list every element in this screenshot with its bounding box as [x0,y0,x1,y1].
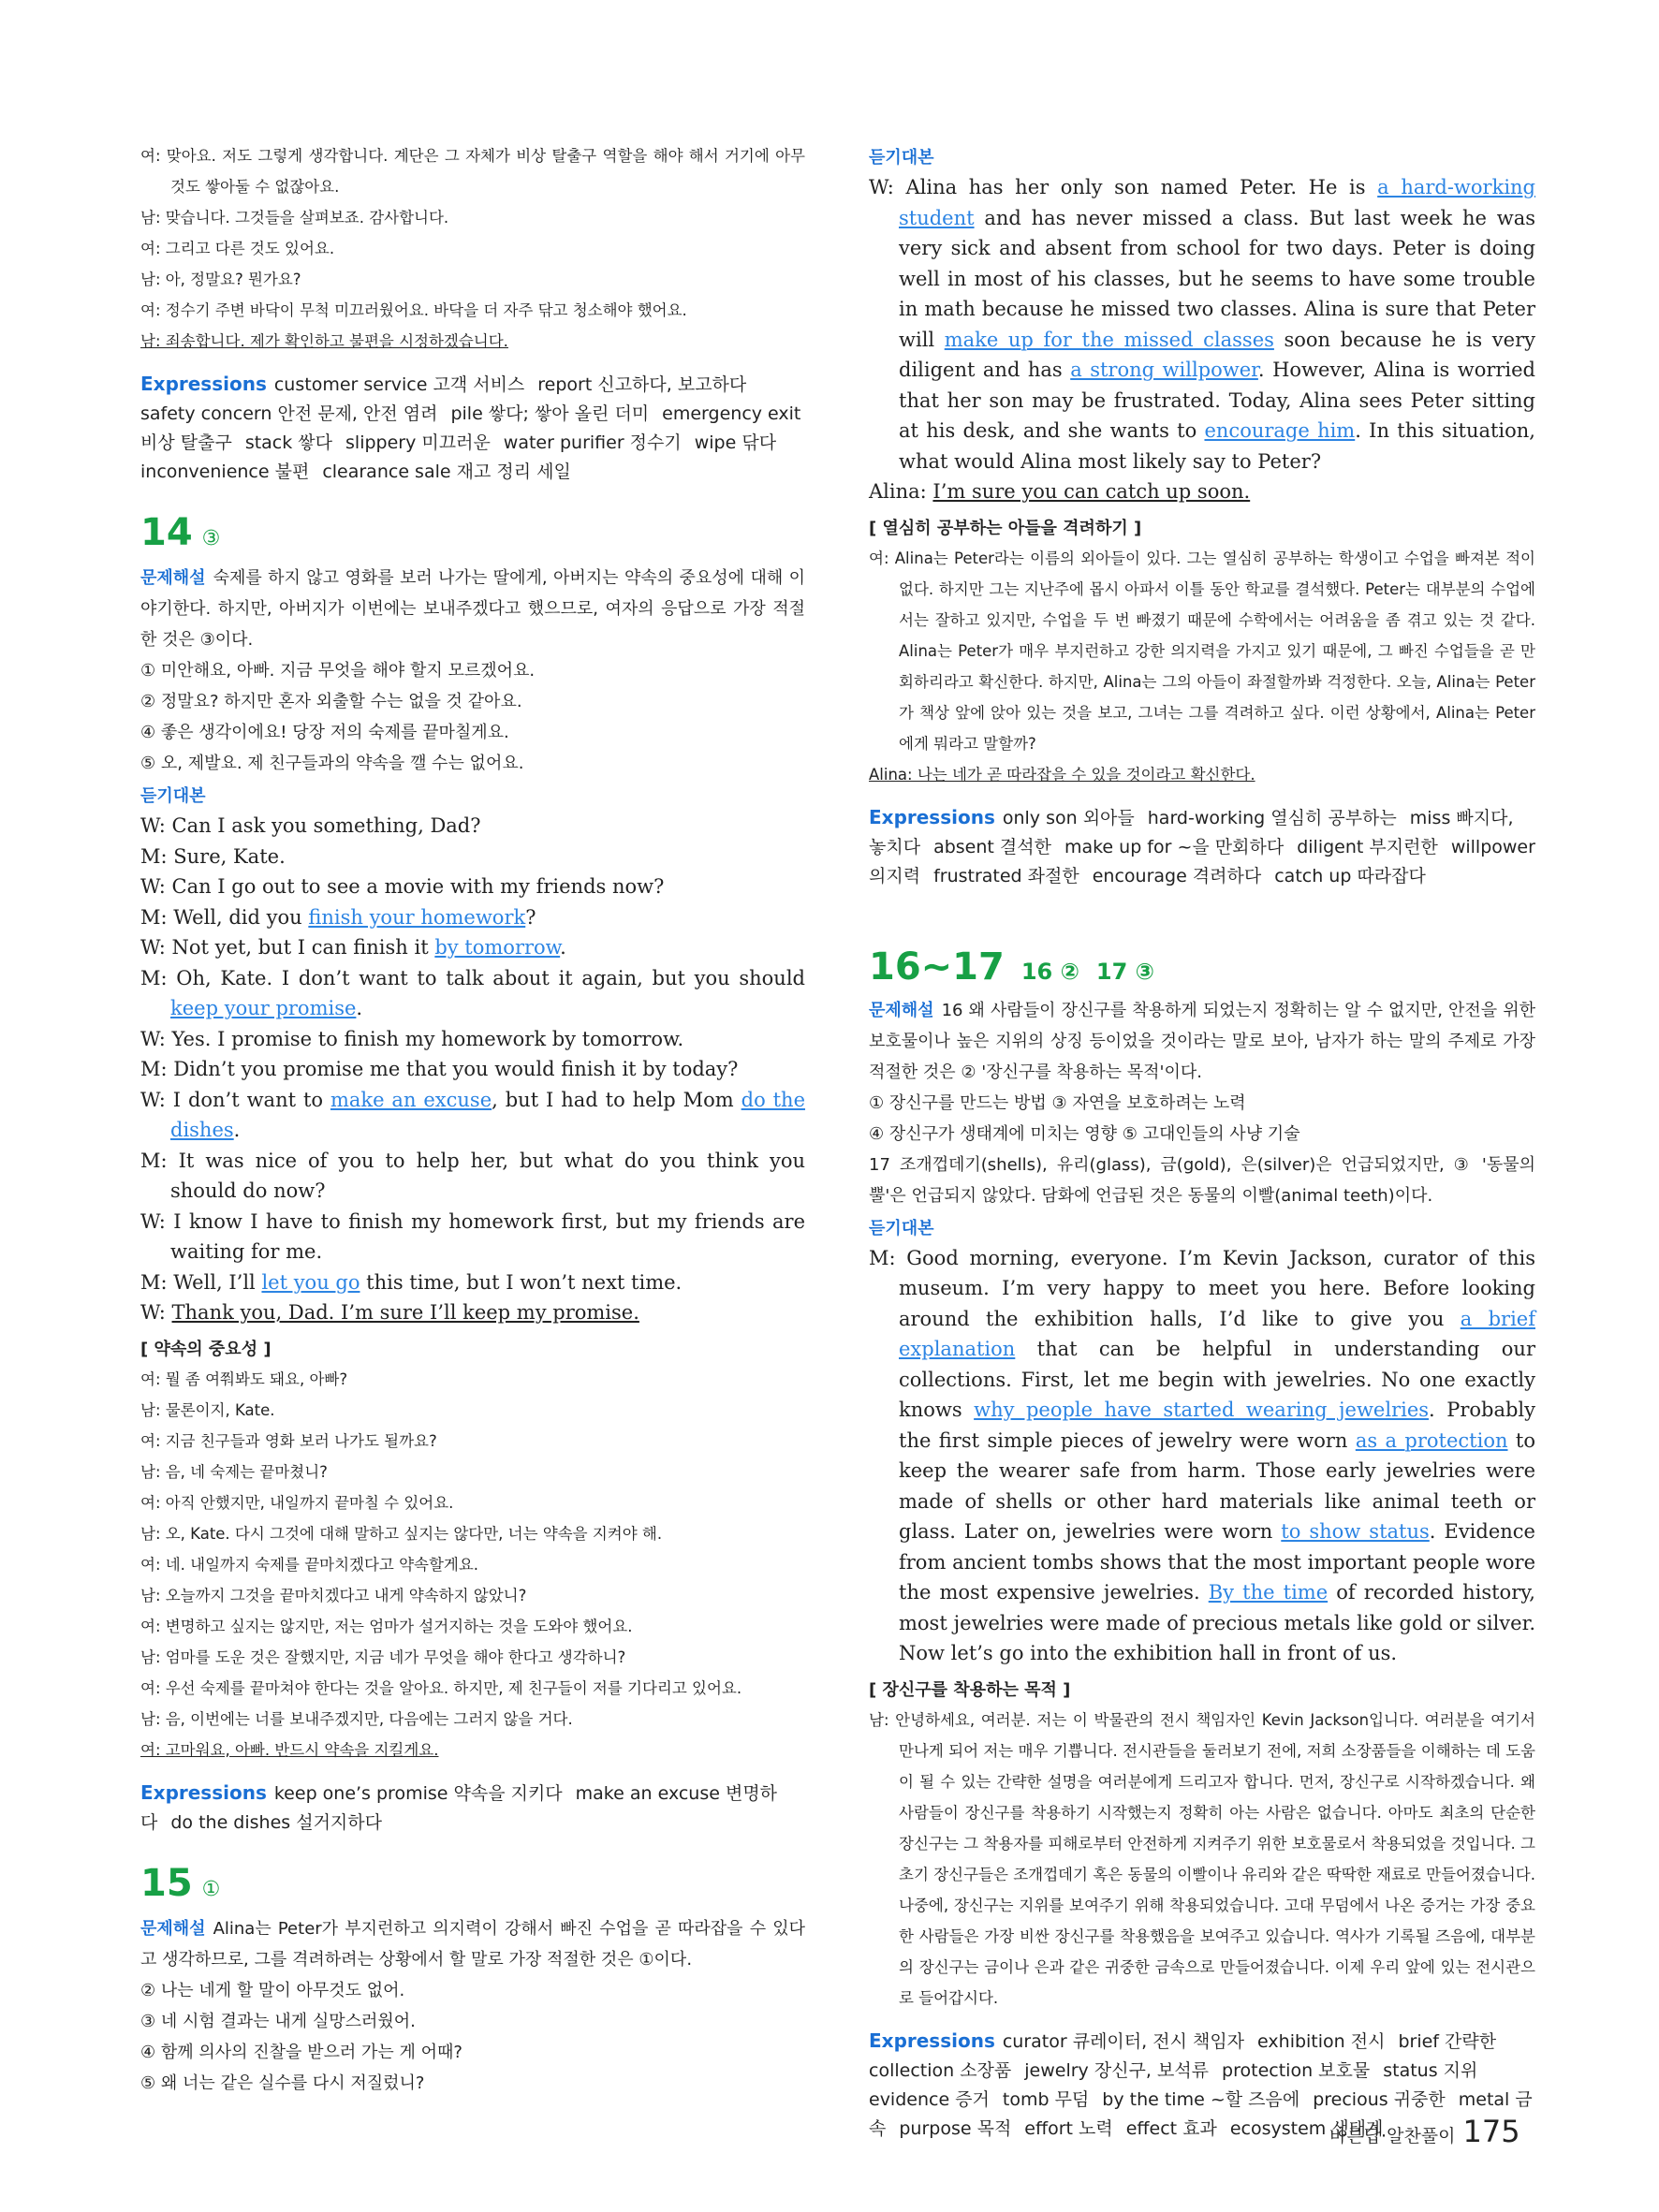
dialogue-text: ? [525,905,536,929]
speaker-label: Alina: [869,480,933,503]
kor-line: 여: 맞아요. 저도 그렇게 생각합니다. 계단은 그 자체가 비상 탈출구 역할을 해야 해서 거기에 아무것도 쌓아둘 수 없잖아요. [140,147,805,196]
key-phrase: by tomorrow [434,936,561,959]
expr-item: stack 쌓다 [244,432,333,453]
kor-line: 여: 변명하고 싶지는 않지만, 저는 엄마가 설거지하는 것을 도와야 했어요. [140,1617,633,1635]
expr-item: effort 노력 [1024,2117,1113,2139]
dialogue-text: . Probably the first simple pieces of jewelry were worn [899,1399,1535,1452]
kor-line: 여: 지금 친구들과 영화 보러 나가도 될까요? [140,1431,437,1450]
dialogue-text: to keep the wearer safe from harm. Those early jewelries were made of shells or other hard materials like animal teeth or glass. Later on, jewelries were worn [899,1428,1535,1543]
dialogue-line [140,842,805,872]
kor-line: 남: 안녕하세요, 여러분. 저는 이 박물관의 전시 책임자인 Kevin Jackson입니다. 여러분을 여기서 만나게 되어 저는 매우 기쁩니다. 전시관들을 둘러보기 전에, 저희 소장품들을 이해하는 데 도움이 될 수 있는 간략한 설명을 여러분에게 드리고자 합니다. 먼저, 장신구로 시작하겠습니다. 왜 사람들이 장신구를 착용하기 시작했는지 정확히 아는 사람은 없습니다. 아마도 최초의 단순한 장신구는 그 착용자를 피해로부터 안전하게 지켜주기 위한 보호물로서 착용되었을 것입니다. 그 초기 장신구들은 조개껍데기 혹은 동물의 이빨이나 유리와 같은 딱딱한 재료로 만들어졌습니다. 나중에, 장신구는 지위를 보여주기 위해 착용되었습니다. 고대 무덤에서 나온 증거는 가장 중요한 사람들은 가장 비싼 장신구를 착용했음을 보여주고 있습니다. 역사가 기록될 즈음에, 대부분의 장신구는 금이나 은과 같은 귀중한 금속으로 만들어졌습니다. 이제 우리 앞에 있는 전시관으로 들어갑시다. [869,1710,1535,2007]
dialogue-text: . [233,1119,241,1141]
dialogue-text: soon because he is very diligent and has [899,328,1535,381]
expr-item: safety concern 안전 문제, 안전 염려 [140,403,438,424]
kor-line: 여: 우선 숙제를 끝마쳐야 한다는 것을 알아요. 하지만, 제 친구들이 저를 기다리고 있어요. [140,1678,742,1697]
speaker-label: W: [140,875,172,898]
speaker-label: M: [140,966,177,989]
question-15-header [140,1860,805,1913]
expr-item: absent 결석한 [933,836,1051,857]
answer-line: Thank you, Dad. I’m sure I’ll keep my promise. [171,1301,639,1324]
speaker-label: M: [140,1058,174,1080]
expressions-label: Expressions [140,373,267,395]
solution-14 [140,563,805,655]
key-phrase: do the dishes [170,1088,806,1141]
kor-line: 남: 음, 이번에는 너를 보내주겠지만, 다음에는 그러지 않을 거다. [140,1709,573,1728]
speaker-label: M: [140,844,174,868]
solution-16 [869,995,1535,1088]
dialogue-text: . In this situation, what would Alina most likely say to Peter? [899,419,1535,473]
option: ④ 장신구가 생태계에 미치는 영향 ⑤ 고대인들의 사냥 기술 [869,1123,1300,1144]
dialogue-text: Sure, Kate. [173,844,286,868]
dialogue-text: Can I go out to see a movie with my friends now? [171,875,665,898]
expressions-15 [869,803,1535,891]
question-14-header [140,509,805,563]
right-column [869,140,1535,2144]
kor-line: 남: 엄마를 도운 것은 잘했지만, 지금 네가 무엇을 해야 한다고 생각하니? [140,1648,626,1666]
kor-line: 여: 정수기 주변 바닥이 무척 미끄러웠어요. 바닥을 더 자주 닦고 청소해야 했어요. [140,301,687,319]
kor-line: 여: 그리고 다른 것도 있어요. [140,240,335,257]
solution-text: 16 왜 사람들이 장신구를 착용하게 되었는지 정확히는 알 수 없지만, 안전을 위한 보호물이나 높은 지위의 상징 등이었을 것이라는 말로 보아, 남자가 하는 말의 주제로 가장 적절한 것은 ② '장신구를 착용하는 목적'이다. [869,1000,1535,1082]
expr-item: slippery 미끄러운 [345,432,491,453]
speaker-label: M: [140,905,174,929]
question-number: 14 [140,511,193,554]
dialogue-text: , but I had to help Mom [492,1088,741,1111]
dialogue-text: Can I ask you something, Dad? [171,814,481,837]
key-phrase: as a protection [1355,1428,1508,1452]
prev-dialogue-korean [140,140,805,357]
expr-item: make an excuse 변명하다 [140,1782,778,1833]
expressions-label: Expressions [869,2029,995,2052]
dialogue-line [140,1024,805,1055]
dialogue-text: Well, did you [173,905,309,929]
dialogue-text: Yes. I promise to finish my homework by tomorrow. [171,1027,684,1050]
key-phrase: finish your homework [308,905,526,929]
dialogue-text: Alina has her only son named Peter. He is [905,176,1378,198]
expr-item: customer service 고객 서비스 [273,374,525,395]
question-number: 15 [140,1861,193,1905]
expressions-label: Expressions [869,805,995,828]
dialogue-line [140,1297,805,1328]
expr-item: evidence 증거 [869,2088,990,2110]
key-phrase: a strong willpower [1070,359,1258,381]
dialogue-text: Good morning, everyone. I’m Kevin Jackson, curator of this museum. I’m very happy to meet you here. Before looking around the exhibition halls, I’d like to give you [899,1246,1535,1330]
expr-item: make up for ~을 만회하다 [1064,836,1285,857]
expr-item: tomb 무덤 [1002,2088,1090,2110]
expr-item: hard-working 열심히 공부하는 [1147,807,1397,828]
key-phrase: let you go [261,1270,360,1294]
expr-item: emergency exit 비상 탈출구 [140,403,801,453]
key-phrase: encourage him [1204,419,1356,442]
speaker-label: M: [140,1270,174,1294]
option: ⑤ 왜 너는 같은 실수를 다시 저질렀니? [140,2073,425,2093]
kor-line: 남: 아, 정말요? 뭔가요? [140,271,301,288]
key-phrase: By the time [1208,1581,1329,1604]
translation-15 [869,543,1535,790]
expr-item: exhibition 전시 [1257,2030,1386,2052]
script-label: 듣기대본 [140,786,206,806]
dialogue-text: I know I have to finish my homework first, but my friends are waiting for me. [170,1209,805,1263]
expr-item: wipe 닦다 [694,432,777,453]
expressions-13 [140,370,805,487]
dialogue-line [140,932,805,963]
expr-item: protection 보호물 [1222,2059,1371,2081]
expr-item: keep one’s promise 약속을 지키다 [273,1782,563,1804]
script-14 [140,811,805,1328]
speaker-label: M: [140,1149,179,1172]
translation-14 [140,1364,805,1765]
answer-line: I’m sure you can catch up soon. [932,480,1251,503]
script-label: 듣기대본 [869,1218,934,1238]
expr-item: water purifier 정수기 [503,432,682,453]
expr-item: ecosystem 생태계 [1229,2117,1384,2139]
expressions-14 [140,1779,805,1838]
dialogue-text: Didn’t you promise me that you would finish it by today? [173,1058,739,1080]
expr-item: collection 소장품 [869,2059,1012,2081]
option: ① 미안해요, 아빠. 지금 무엇을 해야 할지 모르겠어요. [140,661,536,681]
question-16-17-header [869,944,1535,995]
expr-item: curator 큐레이터, 전시 책임자 [1002,2030,1245,2052]
expr-item: encourage 격려하다 [1092,865,1262,886]
kor-line: 남: 맞습니다. 그것들을 살펴보죠. 감사합니다. [140,209,449,227]
dialogue-text: of recorded history, most jewelries were made of precious metals like gold or silver. Now let’s go into the exhibition hall in front of us. [899,1581,1535,1664]
dialogue-text: this time, but I won’t next time. [360,1270,683,1294]
expr-item: do the dishes 설거지하다 [170,1811,382,1833]
dialogue-line [140,1146,805,1207]
kor-line: 남: 물론이지, Kate. [140,1400,275,1419]
kor-line: 여: 아직 안했지만, 내일까지 끝마칠 수 있어요. [140,1493,454,1512]
translation-title: [ 열심히 공부하는 아들을 격려하기 ] [869,518,1142,538]
expr-item: miss 빠지다, 놓치다 [869,807,1514,857]
expr-item: jewelry 장신구, 보석류 [1024,2059,1210,2081]
question-number: 16~17 [869,945,1005,989]
expr-item: precious 귀중한 [1313,2088,1446,2110]
translation-16-17 [869,1705,1535,2014]
solution-17: 17 조개껍데기(shells), 유리(glass), 금(gold), 은(silver)은 언급되었지만, ③ '동물의 뿔'은 언급되지 않았다. 담화에 언급된 것은 동물의 이빨(animal teeth)이다. [869,1154,1535,1206]
key-phrase: why people have started wearing jewelries [974,1399,1430,1421]
dialogue-line [140,1207,805,1267]
script-16-17 [869,1243,1535,1669]
dialogue-text: . Evidence from ancient tombs shows that the most important people wore the most expensive jewelries. [899,1520,1535,1604]
expr-item: diligent 부지런한 [1297,836,1438,857]
expr-item: inconvenience 불편 [140,461,310,482]
page-number: 175 [1462,2114,1520,2149]
option: ② 나는 네게 할 말이 아무것도 없어. [140,1980,405,2000]
expr-item: only son 외아들 [1002,807,1135,828]
dialogue-line [869,1243,1535,1669]
expr-item: frustrated 좌절한 [933,865,1079,886]
speaker-label: W: [140,814,172,837]
dialogue-line [869,172,1535,476]
kor-line: 남: 죄송합니다. 제가 확인하고 불편을 시정하겠습니다. [140,332,508,350]
key-phrase: to show status [1281,1520,1430,1543]
option: ④ 좋은 생각이에요! 당장 저의 숙제를 끝마칠게요. [140,723,509,742]
dialogue-line [869,476,1535,507]
answer-mark: 16 ② [1020,958,1079,985]
expr-item: report 신고하다, 보고하다 [537,374,747,395]
answer-mark: ① [201,1877,221,1901]
kor-line: 여: 네. 내일까지 숙제를 끝마치겠다고 약속할게요. [140,1555,479,1574]
dialogue-text: that can be helpful in understanding our collections. First, let me begin with jewelries. No one exactly knows [899,1338,1535,1421]
dialogue-text: I don’t want to [172,1088,330,1111]
expr-item: pile 쌓다; 쌓아 올린 더미 [450,403,650,424]
dialogue-text: It was nice of you to help her, but what do you think you should do now? [170,1149,805,1202]
expr-item: catch up 따라잡다 [1274,865,1426,886]
key-phrase: keep your promise [170,997,357,1019]
dialogue-text: . However, Alina is worried that her son may be frustrated. Today, Alina sees Peter sitting at his desk, and she wants to [899,359,1535,442]
kor-line: 남: 오늘까지 그것을 끝마치겠다고 내게 약속하지 않았니? [140,1586,527,1604]
expressions-label: Expressions [140,1780,267,1804]
dialogue-line [140,1054,805,1085]
expr-item: willpower 의지력 [869,836,1535,886]
speaker-label: W: [140,1027,172,1050]
dialogue-line [140,872,805,902]
script-label: 듣기대본 [869,148,934,168]
speaker-label: W: [869,176,906,198]
dialogue-text: Well, I’ll [173,1270,262,1294]
key-phrase: a brief explanation [899,1307,1536,1360]
dialogue-line [140,1267,805,1298]
translation-title: [ 약속의 중요성 ] [140,1339,272,1359]
kor-line: 남: 음, 네 숙제는 끝마쳤니? [140,1462,328,1481]
translation-title: [ 장신구를 착용하는 목적 ] [869,1679,1071,1700]
kor-line: 여: Alina는 Peter라는 이름의 외아들이 있다. 그는 열심히 공부하는 학생이고 수업을 빠져본 적이 없다. 하지만 그는 지난주에 몹시 아파서 이틀 동안 학교를 결석했다. Peter는 대부분의 수업에서는 잘하고 있지만, 수업을 두 번 빠졌기 때문에 수학에서는 어려움을 좀 겪고 있는 것 같다. Alina는 Peter가 매우 부지런하고 강한 의지력을 가지고 있기 때문에, 그 빠진 수업들을 곧 만회하리라고 확신한다. 하지만, Alina는 그의 아들이 좌절할까봐 걱정한다. 오늘, Alina는 Peter가 책상 앞에 앉아 있는 것을 보고, 그녀는 그를 격려하고 싶다. 이런 상황에서, Alina는 Peter에게 뭐라고 말할까? [869,549,1535,753]
footer-label: 바른답·알찬풀이 [1329,2126,1456,2146]
solution-label: 문제해설 [140,568,206,588]
kor-line: 여: 뭘 좀 여쭤봐도 돼요, 아빠? [140,1370,348,1388]
dialogue-line [140,1085,805,1146]
page-footer [1329,2114,1520,2149]
solution-text: 숙제를 하지 않고 영화를 보러 나가는 딸에게, 아버지는 약속의 중요성에 대해 이야기한다. 하지만, 아버지가 이번에는 보내주겠다고 했으므로, 여자의 응답으로 가장 적절한 것은 ③이다. [140,568,805,650]
solution-label: 문제해설 [869,1000,934,1020]
expr-item: clearance sale 재고 정리 세일 [322,461,571,482]
speaker-label: W: [140,1088,173,1111]
solution-15 [140,1913,805,1975]
speaker-label: W: [140,936,172,959]
speaker-label: M: [869,1246,907,1269]
solution-text: Alina는 Peter가 부지런하고 의지력이 강해서 빠진 수업을 곧 따라잡을 수 있다고 생각하므로, 그를 격려하려는 상황에서 할 말로 가장 적절한 것은 ①이다. [140,1918,805,1970]
kor-line: 여: 고마워요, 아빠. 반드시 약속을 지킬게요. [140,1740,439,1759]
expr-item: status 지위 [1383,2059,1478,2081]
key-phrase: make up for the missed classes [944,328,1274,351]
option: ④ 함께 의사의 진찰을 받으러 가는 게 어때? [140,2042,462,2062]
expr-item: by the time ~할 즈음에 [1102,2088,1300,2110]
dialogue-text: Not yet, but I can finish it [171,936,435,959]
key-phrase: a hard-working student [899,176,1536,229]
expr-item: effect 효과 [1125,2117,1217,2139]
speaker-label: W: [140,1209,174,1233]
solution-label: 문제해설 [140,1918,206,1939]
dialogue-text: . [560,936,566,959]
expr-item: metal 금속 [869,2088,1533,2139]
answer-mark: ③ [201,527,221,550]
expr-item: purpose 목적 [899,2117,1012,2139]
key-phrase: make an excuse [330,1088,492,1111]
dialogue-line [140,963,805,1024]
answer-mark: 17 ③ [1095,958,1154,985]
kor-line: 남: 오, Kate. 다시 그것에 대해 말하고 싶지는 않다만, 너는 약속을 지켜야 해. [140,1524,663,1543]
dialogue-text: and has never missed a class. But last week he was very sick and absent from school for two days. Peter is doing well in most of his classes, but he seems to have some trouble in math because he missed two classes. Alina is sure that Peter will [899,206,1535,351]
dialogue-text: Oh, Kate. I don’t want to talk about it again, but you should [176,966,805,989]
speaker-label: W: [140,1301,172,1324]
dialogue-line [140,902,805,933]
option: ② 정말요? 하지만 혼자 외출할 수는 없을 것 같아요. [140,692,522,711]
dialogue-text: . [356,997,363,1019]
kor-line: Alina: 나는 네가 곧 따라잡을 수 있을 것이라고 확신한다. [869,765,1255,784]
left-column [140,140,805,2099]
option: ③ 네 시험 결과는 내게 실망스러웠어. [140,2011,416,2031]
option: ① 장신구를 만드는 방법 ③ 자연을 보호하려는 노력 [869,1092,1246,1113]
dialogue-line [140,811,805,842]
script-15 [869,172,1535,507]
option: ⑤ 오, 제발요. 제 친구들과의 약속을 깰 수는 없어요. [140,754,524,773]
expr-item: brief 간략한 [1398,2030,1497,2052]
